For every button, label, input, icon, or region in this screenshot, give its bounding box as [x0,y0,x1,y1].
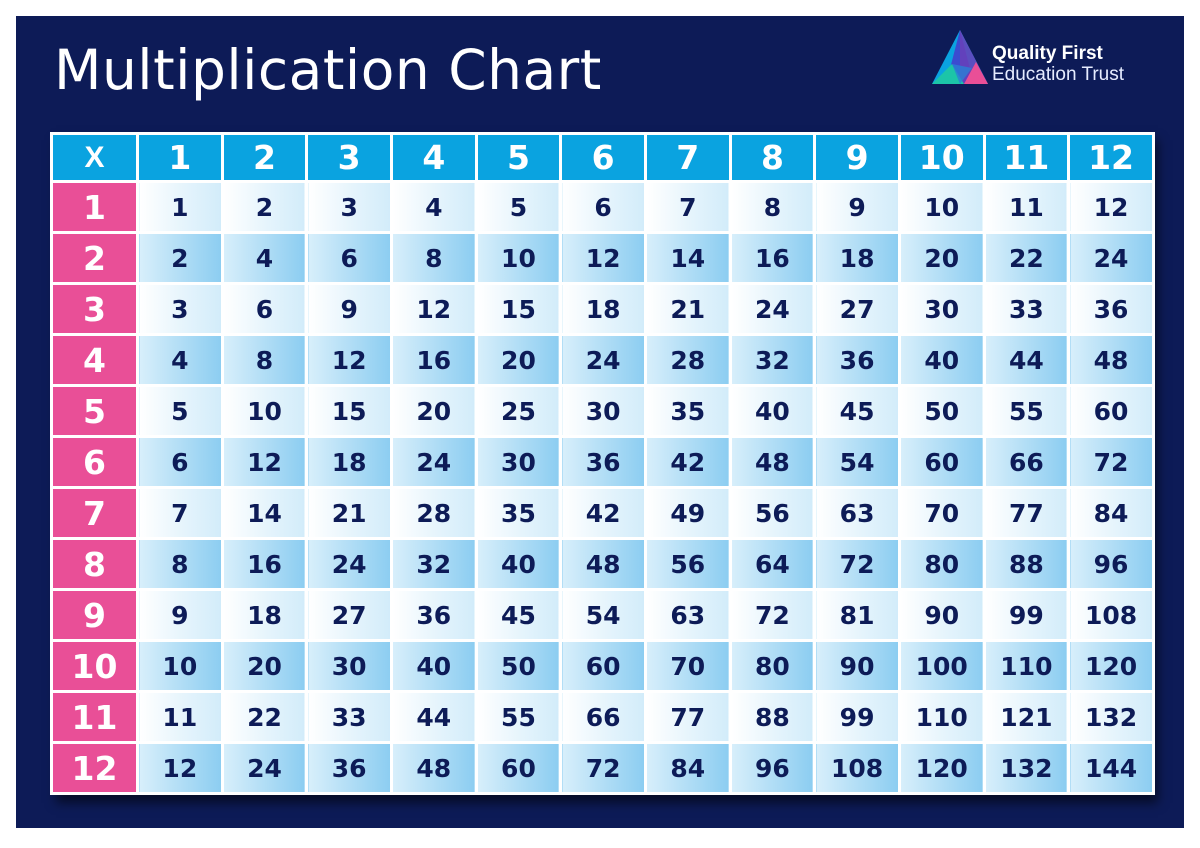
product-cell: 64 [730,539,815,590]
product-cell: 132 [984,743,1069,794]
row-header: 7 [52,488,138,539]
product-cell: 56 [645,539,730,590]
product-cell: 2 [138,233,223,284]
product-cell: 16 [391,335,476,386]
product-cell: 60 [476,743,561,794]
product-cell: 66 [561,692,646,743]
product-cell: 48 [730,437,815,488]
product-cell: 72 [730,590,815,641]
product-cell: 30 [899,284,984,335]
table-row [52,437,1154,488]
product-cell: 25 [476,386,561,437]
product-cell: 40 [391,641,476,692]
product-cell: 10 [138,641,223,692]
row-header: 8 [52,539,138,590]
product-cell: 8 [391,233,476,284]
product-cell: 7 [138,488,223,539]
product-cell: 32 [391,539,476,590]
product-cell: 20 [899,233,984,284]
product-cell: 24 [561,335,646,386]
product-cell: 90 [815,641,900,692]
product-cell: 44 [984,335,1069,386]
product-cell: 49 [645,488,730,539]
product-cell: 48 [391,743,476,794]
product-cell: 40 [730,386,815,437]
product-cell: 55 [984,386,1069,437]
column-header: 8 [730,134,815,182]
product-cell: 4 [391,182,476,233]
product-cell: 54 [815,437,900,488]
product-cell: 96 [1069,539,1154,590]
row-header: 1 [52,182,138,233]
product-cell: 12 [307,335,392,386]
logo-name-line2: Education Trust [992,64,1125,85]
table-row [52,488,1154,539]
column-header: 4 [391,134,476,182]
product-cell: 100 [899,641,984,692]
product-cell: 72 [815,539,900,590]
product-cell: 56 [730,488,815,539]
product-cell: 45 [476,590,561,641]
product-cell: 4 [222,233,307,284]
product-cell: 24 [222,743,307,794]
poster-background [16,16,1184,828]
product-cell: 50 [476,641,561,692]
product-cell: 12 [1069,182,1154,233]
row-header: 6 [52,437,138,488]
triangle-logo-icon [928,28,992,88]
product-cell: 30 [561,386,646,437]
product-cell: 81 [815,590,900,641]
product-cell: 63 [645,590,730,641]
product-cell: 6 [138,437,223,488]
product-cell: 24 [391,437,476,488]
product-cell: 9 [138,590,223,641]
row-header: 3 [52,284,138,335]
column-header: 5 [476,134,561,182]
product-cell: 72 [1069,437,1154,488]
corner-multiply-symbol: X [52,134,138,182]
column-header: 10 [899,134,984,182]
product-cell: 132 [1069,692,1154,743]
product-cell: 90 [899,590,984,641]
row-header: 10 [52,641,138,692]
product-cell: 3 [138,284,223,335]
table-row [52,233,1154,284]
column-header: 12 [1069,134,1154,182]
product-cell: 10 [476,233,561,284]
row-header: 4 [52,335,138,386]
product-cell: 35 [476,488,561,539]
product-cell: 84 [645,743,730,794]
product-cell: 18 [561,284,646,335]
table-row [52,386,1154,437]
product-cell: 88 [730,692,815,743]
product-cell: 60 [899,437,984,488]
product-cell: 77 [984,488,1069,539]
product-cell: 12 [222,437,307,488]
table-row [52,743,1154,794]
product-cell: 22 [222,692,307,743]
product-cell: 7 [645,182,730,233]
product-cell: 88 [984,539,1069,590]
product-cell: 80 [899,539,984,590]
product-cell: 24 [1069,233,1154,284]
column-header: 7 [645,134,730,182]
product-cell: 12 [561,233,646,284]
logo-text [992,43,1124,85]
product-cell: 10 [899,182,984,233]
table-row [52,335,1154,386]
product-cell: 6 [561,182,646,233]
product-cell: 108 [1069,590,1154,641]
product-cell: 120 [899,743,984,794]
product-cell: 60 [1069,386,1154,437]
product-cell: 1 [138,182,223,233]
product-cell: 5 [476,182,561,233]
product-cell: 110 [899,692,984,743]
product-cell: 15 [476,284,561,335]
product-cell: 45 [815,386,900,437]
product-cell: 48 [1069,335,1154,386]
product-cell: 63 [815,488,900,539]
multiplication-table [50,132,1155,795]
product-cell: 12 [138,743,223,794]
product-cell: 11 [138,692,223,743]
table-row [52,641,1154,692]
product-cell: 33 [307,692,392,743]
product-cell: 36 [307,743,392,794]
product-cell: 8 [222,335,307,386]
product-cell: 4 [138,335,223,386]
product-cell: 3 [307,182,392,233]
product-cell: 6 [307,233,392,284]
product-cell: 66 [984,437,1069,488]
column-header: 1 [138,134,223,182]
product-cell: 12 [391,284,476,335]
product-cell: 84 [1069,488,1154,539]
page-title: Multiplication Chart [54,38,602,102]
product-cell: 14 [645,233,730,284]
product-cell: 27 [307,590,392,641]
column-header: 11 [984,134,1069,182]
product-cell: 8 [138,539,223,590]
product-cell: 40 [476,539,561,590]
product-cell: 9 [815,182,900,233]
product-cell: 36 [561,437,646,488]
product-cell: 6 [222,284,307,335]
product-cell: 9 [307,284,392,335]
product-cell: 30 [476,437,561,488]
row-header: 9 [52,590,138,641]
product-cell: 40 [899,335,984,386]
product-cell: 120 [1069,641,1154,692]
product-cell: 80 [730,641,815,692]
product-cell: 36 [391,590,476,641]
product-cell: 18 [222,590,307,641]
product-cell: 16 [222,539,307,590]
product-cell: 28 [645,335,730,386]
product-cell: 2 [222,182,307,233]
table-row [52,182,1154,233]
product-cell: 18 [815,233,900,284]
product-cell: 21 [645,284,730,335]
product-cell: 99 [815,692,900,743]
product-cell: 28 [391,488,476,539]
product-cell: 54 [561,590,646,641]
product-cell: 24 [730,284,815,335]
header-row [52,134,1154,182]
product-cell: 27 [815,284,900,335]
row-header: 11 [52,692,138,743]
product-cell: 11 [984,182,1069,233]
product-cell: 18 [307,437,392,488]
product-cell: 77 [645,692,730,743]
product-cell: 110 [984,641,1069,692]
multiplication-table-container [50,132,1152,795]
table-row [52,284,1154,335]
product-cell: 10 [222,386,307,437]
product-cell: 96 [730,743,815,794]
product-cell: 21 [307,488,392,539]
product-cell: 20 [391,386,476,437]
table-row [52,692,1154,743]
product-cell: 24 [307,539,392,590]
row-header: 12 [52,743,138,794]
product-cell: 32 [730,335,815,386]
product-cell: 36 [815,335,900,386]
product-cell: 35 [645,386,730,437]
product-cell: 44 [391,692,476,743]
product-cell: 33 [984,284,1069,335]
product-cell: 15 [307,386,392,437]
product-cell: 8 [730,182,815,233]
product-cell: 20 [476,335,561,386]
product-cell: 36 [1069,284,1154,335]
product-cell: 5 [138,386,223,437]
product-cell: 22 [984,233,1069,284]
product-cell: 30 [307,641,392,692]
product-cell: 70 [645,641,730,692]
logo [928,28,1158,88]
row-header: 2 [52,233,138,284]
column-header: 3 [307,134,392,182]
product-cell: 108 [815,743,900,794]
product-cell: 55 [476,692,561,743]
product-cell: 70 [899,488,984,539]
column-header: 6 [561,134,646,182]
product-cell: 42 [645,437,730,488]
product-cell: 50 [899,386,984,437]
product-cell: 48 [561,539,646,590]
column-header: 2 [222,134,307,182]
row-header: 5 [52,386,138,437]
logo-name-line1: Quality First [992,43,1103,64]
table-row [52,539,1154,590]
product-cell: 121 [984,692,1069,743]
product-cell: 14 [222,488,307,539]
product-cell: 60 [561,641,646,692]
column-header: 9 [815,134,900,182]
product-cell: 20 [222,641,307,692]
table-row [52,590,1154,641]
product-cell: 99 [984,590,1069,641]
product-cell: 72 [561,743,646,794]
product-cell: 144 [1069,743,1154,794]
product-cell: 16 [730,233,815,284]
product-cell: 42 [561,488,646,539]
